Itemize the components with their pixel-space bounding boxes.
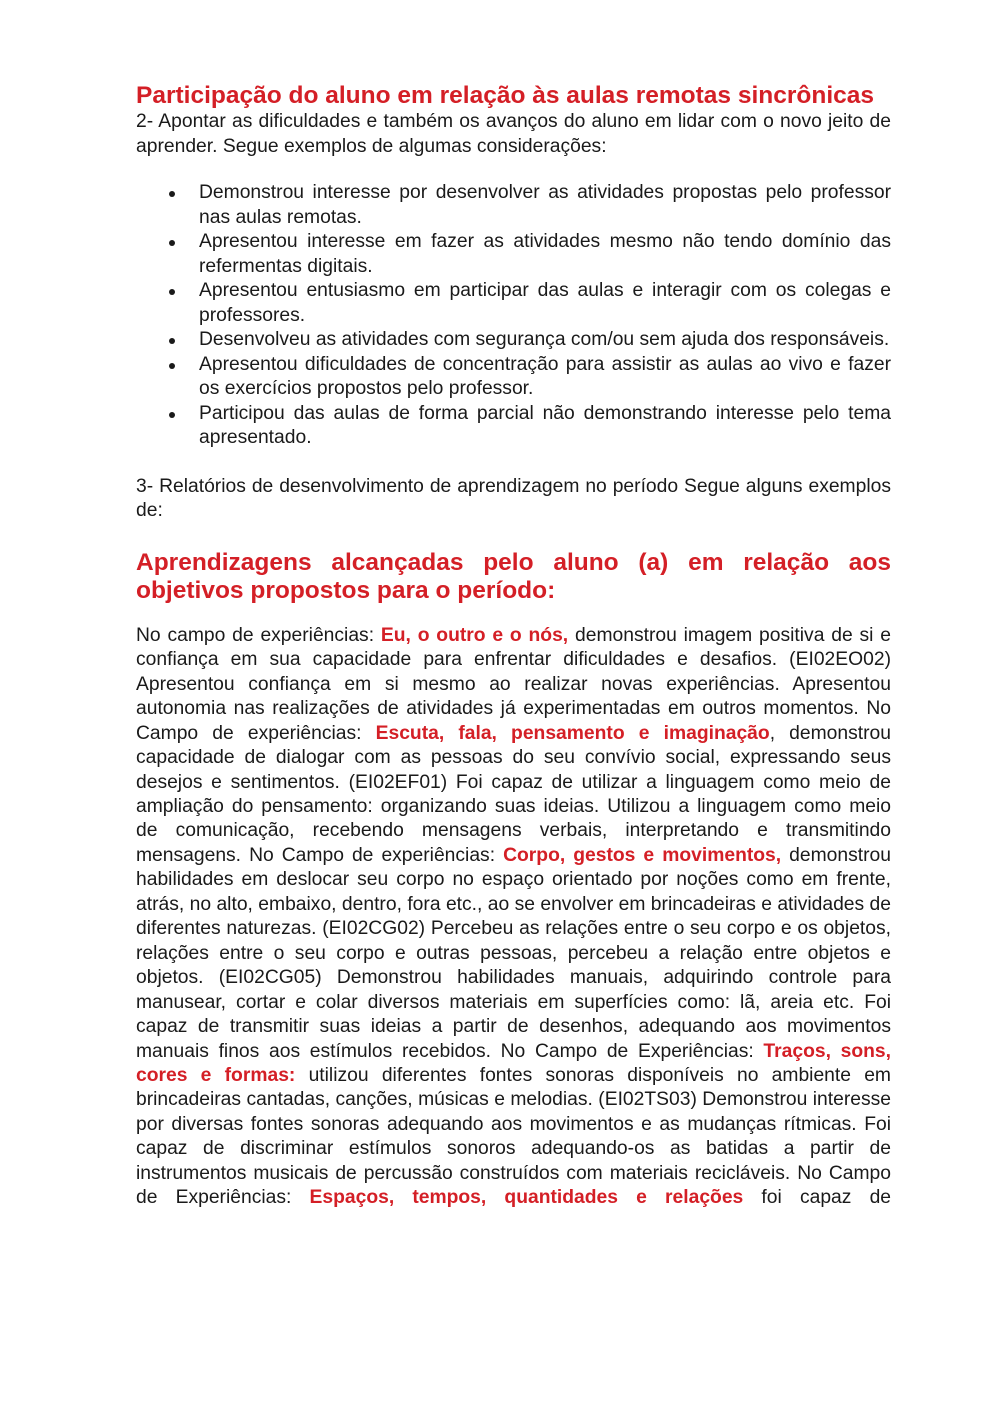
list-item (136, 328, 891, 353)
list-item-text: Demonstrou interesse por desenvolver as atividades propostas pelo professor nas aulas remotas. (199, 182, 891, 228)
campo-tracos-sons: Traços, sons, cores e formas: (136, 1040, 891, 1086)
bullet-icon (169, 338, 175, 344)
list-item (136, 181, 891, 230)
report-segment: , demonstrou capacidade de dialogar com as pessoas do seu convívio social, expressando seus desejos e sentimentos. (EI02EF01) Foi capaz de utilizar a linguagem como meio de ampliação do pensamento: organizando suas ideias. Utilizou a linguagem como meio de comunicação, recebendo mensagens verbais, interpretando e transmitindo mensagens. No Campo de experiências: (136, 722, 891, 866)
list-item (136, 230, 891, 279)
bullet-icon (169, 191, 175, 197)
list-item (136, 402, 891, 451)
section-intro-apontar: 2- Apontar as dificuldades e também os avanços do aluno em lidar com o novo jeito de aprender. Segue exemplos de algumas considerações: (136, 111, 891, 157)
list-item (136, 353, 891, 402)
section-title-aprendizagens: Aprendizagens alcançadas pelo aluno (a) em relação aos objetivos propostos para o período: (136, 548, 891, 604)
document-page (136, 82, 891, 1230)
bullet-icon (169, 363, 175, 369)
report-segment: demonstrou imagem positiva de si e confiança em sua capacidade para enfrentar dificuldades e desafios. (EI02EO02) Apresentou confiança em si mesmo ao realizar novas experiências. Apresentou autonomia nas realizações de atividades já experimentadas em outros momentos. No Campo de experiências: (136, 624, 891, 744)
list-item-text: Apresentou entusiasmo em participar das aulas e interagir com os colegas e professores. (199, 280, 891, 326)
bullet-icon (169, 412, 175, 418)
campo-espacos-tempos: Espaços, tempos, quantidades e relações (309, 1187, 744, 1209)
list-item (136, 279, 891, 328)
list-item-text: Participou das aulas de forma parcial não demonstrando interesse pelo tema apresentado. (199, 402, 891, 448)
section-title-participacao: Participação do aluno em relação às aulas remotas sincrônicas (136, 82, 875, 109)
campo-escuta-fala: Escuta, fala, pensamento e imaginação (375, 722, 770, 744)
campo-corpo-gestos: Corpo, gestos e movimentos, (503, 844, 782, 866)
considerations-list (136, 181, 891, 451)
list-item-text: Apresentou interesse em fazer as atividades mesmo não tendo domínio das refermentas digitais. (199, 231, 891, 277)
report-segment: No campo de experiências: (136, 624, 381, 646)
list-item-text: Apresentou dificuldades de concentração para assistir as aulas ao vivo e fazer os exercícios propostos pelo professor. (199, 353, 891, 399)
report-segment: demonstrou habilidades em deslocar seu corpo no espaço orientado por noções como em frente, atrás, no alto, embaixo, dentro, fora etc., ao se envolver em brincadeiras e atividades de diferentes naturezas. (EI02CG02) Percebeu as relações entre o seu corpo e os objetos, relações entre o seu corpo e outras pessoas, percebeu a relação entre objetos e objetos. (EI02CG05) Demonstrou habilidades manuais, adquirindo controle para manusear, cortar e colar diversos materiais em superfícies como: lã, areia etc. Foi capaz de transmitir suas ideias a partir de desenhos, adequando aos movimentos manuais finos aos estímulos recebidos. No Campo de Experiências: (136, 844, 891, 1062)
report-segment: utilizou diferentes fontes sonoras disponíveis no ambiente em brincadeiras cantadas, canções, músicas e melodias. (EI02TS03) Demonstrou interesse por diversas fontes sonoras adequando aos movimentos e as mudanças rítmicas. Foi capaz de discriminar estímulos sonoros adequando-os as batidas a partir de instrumentos musicais de percussão construídos com materiais recicláveis. No Campo de Experiências: (136, 1064, 891, 1209)
section-intro-relatorios: 3- Relatórios de desenvolvimento de aprendizagem no período Segue alguns exemplos de: (136, 475, 891, 521)
bullet-icon (169, 289, 175, 295)
list-item-text: Desenvolveu as atividades com segurança com/ou sem ajuda dos responsáveis. (199, 329, 890, 350)
development-report-text (136, 624, 891, 1211)
report-segment: foi capaz de (743, 1187, 892, 1209)
bullet-icon (169, 240, 175, 246)
campo-eu-outro-nos: Eu, o outro e o nós, (380, 624, 569, 646)
